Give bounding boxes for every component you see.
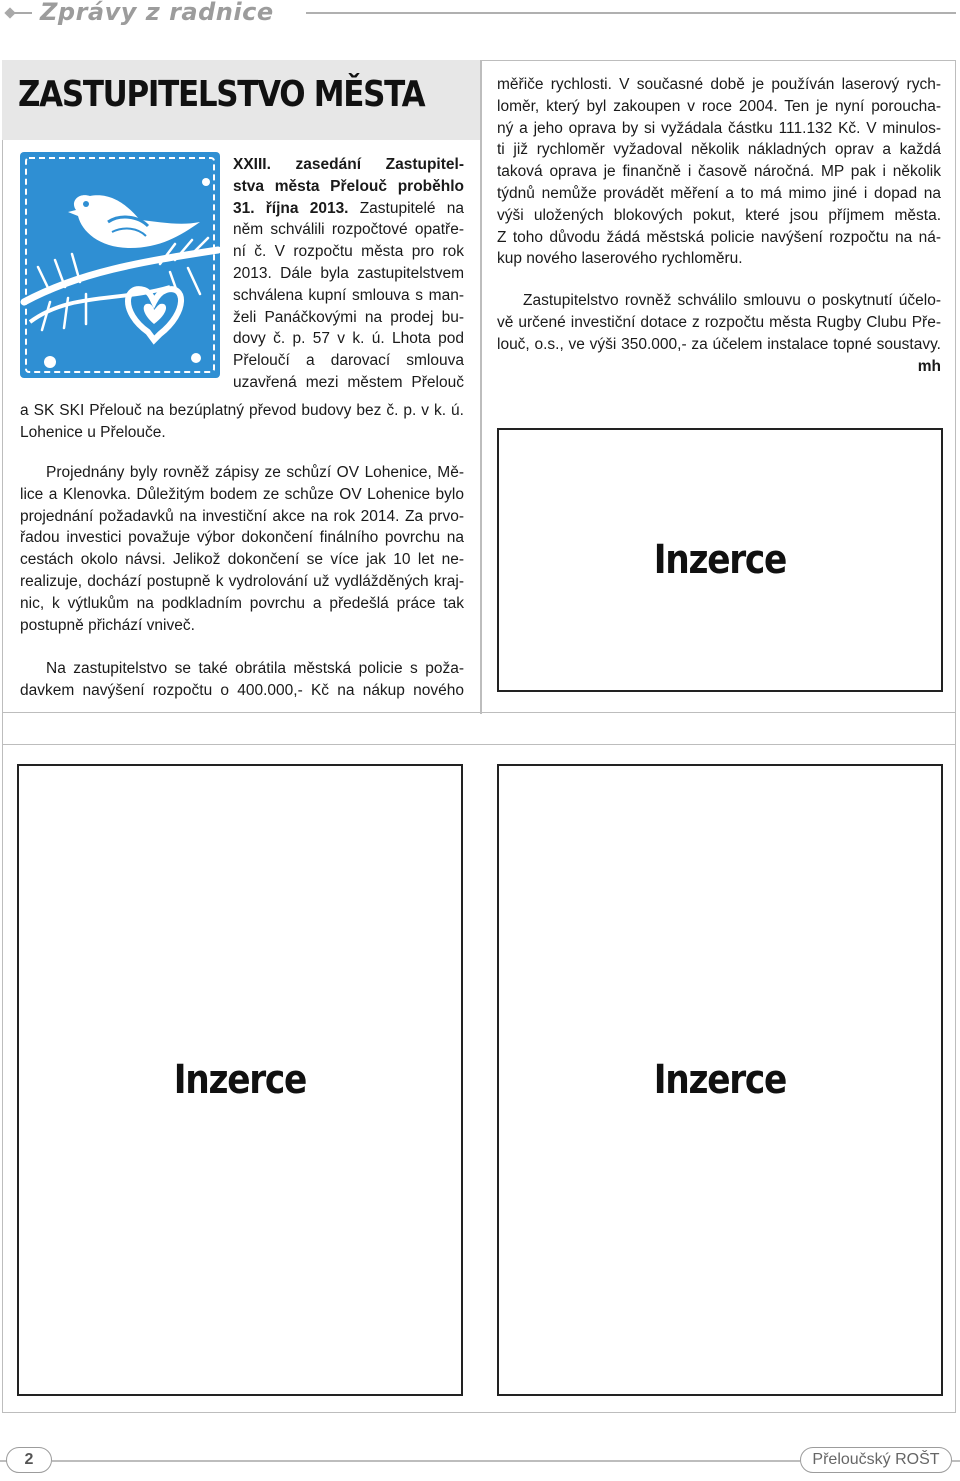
bird-heart-icon: [20, 152, 220, 378]
text-line: řadou investici považuje výbor dokončení finálního povrchu na: [20, 529, 464, 547]
header-rule-left: [14, 12, 32, 14]
text-line: výši uložených blokových pokut, které jsou příjmem města.: [497, 206, 941, 224]
section-header: [0, 0, 960, 30]
text-line: Přeloučí a darovací smlouva: [233, 352, 464, 370]
magazine-name: Přeloučský ROŠT: [800, 1447, 952, 1473]
text-line: měřiče rychlosti. V současné době je používán laserový rych-: [497, 76, 941, 93]
text-line: Lohenice u Přelouče.: [20, 423, 166, 441]
text-line: stva města Přelouč proběhlo: [233, 177, 464, 195]
text-line: něm schválili rozpočtové opatře-: [233, 221, 464, 239]
paragraph-villages: [20, 462, 464, 636]
text-line: týdnů nemůže provádět měření a to má mimo jiné i dopad na: [497, 184, 941, 202]
text-line: Na zastupitelstvo se také obrátila městská policie s poža-: [46, 660, 464, 677]
text-line: ti již rychloměr vyžadoval několik nákladných oprav a každá: [497, 141, 941, 159]
footer-rule-middle: [52, 1460, 800, 1462]
author-signature: mh: [917, 358, 941, 375]
text-line: davkem navýšení rozpočtu o 400.000,- Kč na nákup nového: [20, 681, 464, 699]
text-line: projednání požadavků na investiční akce na rok 2014. Za prvo-: [20, 507, 464, 525]
advertisement-box[interactable]: [497, 764, 943, 1396]
text-line: 2013. Dále byla zastupitelstvem: [233, 264, 464, 282]
text-line: schválena kupní smlouva s man-: [233, 286, 464, 304]
text-line: postupně přichází vniveč.: [20, 616, 195, 634]
text-line: Zastupitelstvo rovněž schválilo smlouvu o poskytnutí účelo-: [523, 292, 941, 309]
text-line: louč, o.s., ve výši 350.000,- za účelem instalace topné soustavy.: [497, 335, 941, 353]
article-title: ZASTUPITELSTVO MĚSTA: [18, 74, 425, 115]
text-line: želi Panáčkovými na prodej bu-: [233, 308, 464, 326]
advertisement-label: Inzerce: [653, 1057, 787, 1103]
text-line: realizuje, dochází postupně k vydrolování už vydlážděných kraj-: [20, 572, 464, 590]
text-line: ní č. V rozpočtu města pro rok: [233, 243, 464, 261]
advertisement-label: Inzerce: [173, 1057, 307, 1103]
paragraph-police: [20, 658, 464, 702]
text-line: dovy č. p. 57 v k. ú. Lhota pod: [233, 330, 464, 348]
text-line: cestách okolo návsi. Jelikož dokončení se více jak 10 let ne-: [20, 551, 464, 569]
section-title: Zprávy z radnice: [40, 0, 274, 26]
paragraph-speedometer: [497, 74, 941, 270]
lead-paragraph: [233, 154, 464, 394]
horizontal-separator-band: [2, 712, 956, 745]
text-line: 31. října 2013. Zastupitelé na: [233, 199, 464, 217]
advertisement-box[interactable]: [497, 428, 943, 692]
text-line: XXIII. zasedání Zastupitel-: [233, 156, 464, 173]
text-line: Projednány byly rovněž zápisy ze schůzí OV Lohenice, Mě-: [46, 464, 464, 481]
paragraph-rugby-subsidy: [497, 290, 941, 355]
text-line: ný a jeho oprava by si vyžádala částku 111.132 Kč. V minulos-: [497, 119, 941, 137]
text-line: lice a Klenovka. Důležitým bodem ze schůze OV Lohenice bylo: [20, 485, 464, 503]
text-line: Z toho důvodu žádá městská policie navýšení rozpočtu na ná-: [497, 228, 941, 246]
text-line: taková oprava je finančně i časově náročná. MP pak i několik: [497, 163, 941, 181]
page-footer: [0, 1440, 960, 1480]
advertisement-box[interactable]: [17, 764, 463, 1396]
text-line: kup nového laserového rychloměru.: [497, 250, 743, 268]
text-line: loměr, který byl zakoupen v roce 2004. Ten je nyní poroucha-: [497, 97, 941, 115]
header-rule-right: [306, 12, 956, 14]
text-line: uzavřená mezi městem Přelouč: [233, 373, 464, 391]
text-line: a SK SKI Přelouč na bezúplatný převod budovy bez č. p. v k. ú.: [20, 402, 464, 419]
lead-paragraph-continued: [20, 400, 464, 444]
page-number: 2: [6, 1447, 52, 1473]
text-line: vě určené investiční dotace z rozpočtu města Rugby Clubu Pře-: [497, 313, 941, 331]
text-line: nic, k výtlukům na podkladním povrchu a předešlá práce tak: [20, 594, 464, 612]
bird-ornament-illustration: [20, 152, 220, 378]
advertisement-label: Inzerce: [653, 537, 787, 583]
footer-rule-right: [952, 1460, 960, 1462]
column-divider: [480, 60, 482, 714]
